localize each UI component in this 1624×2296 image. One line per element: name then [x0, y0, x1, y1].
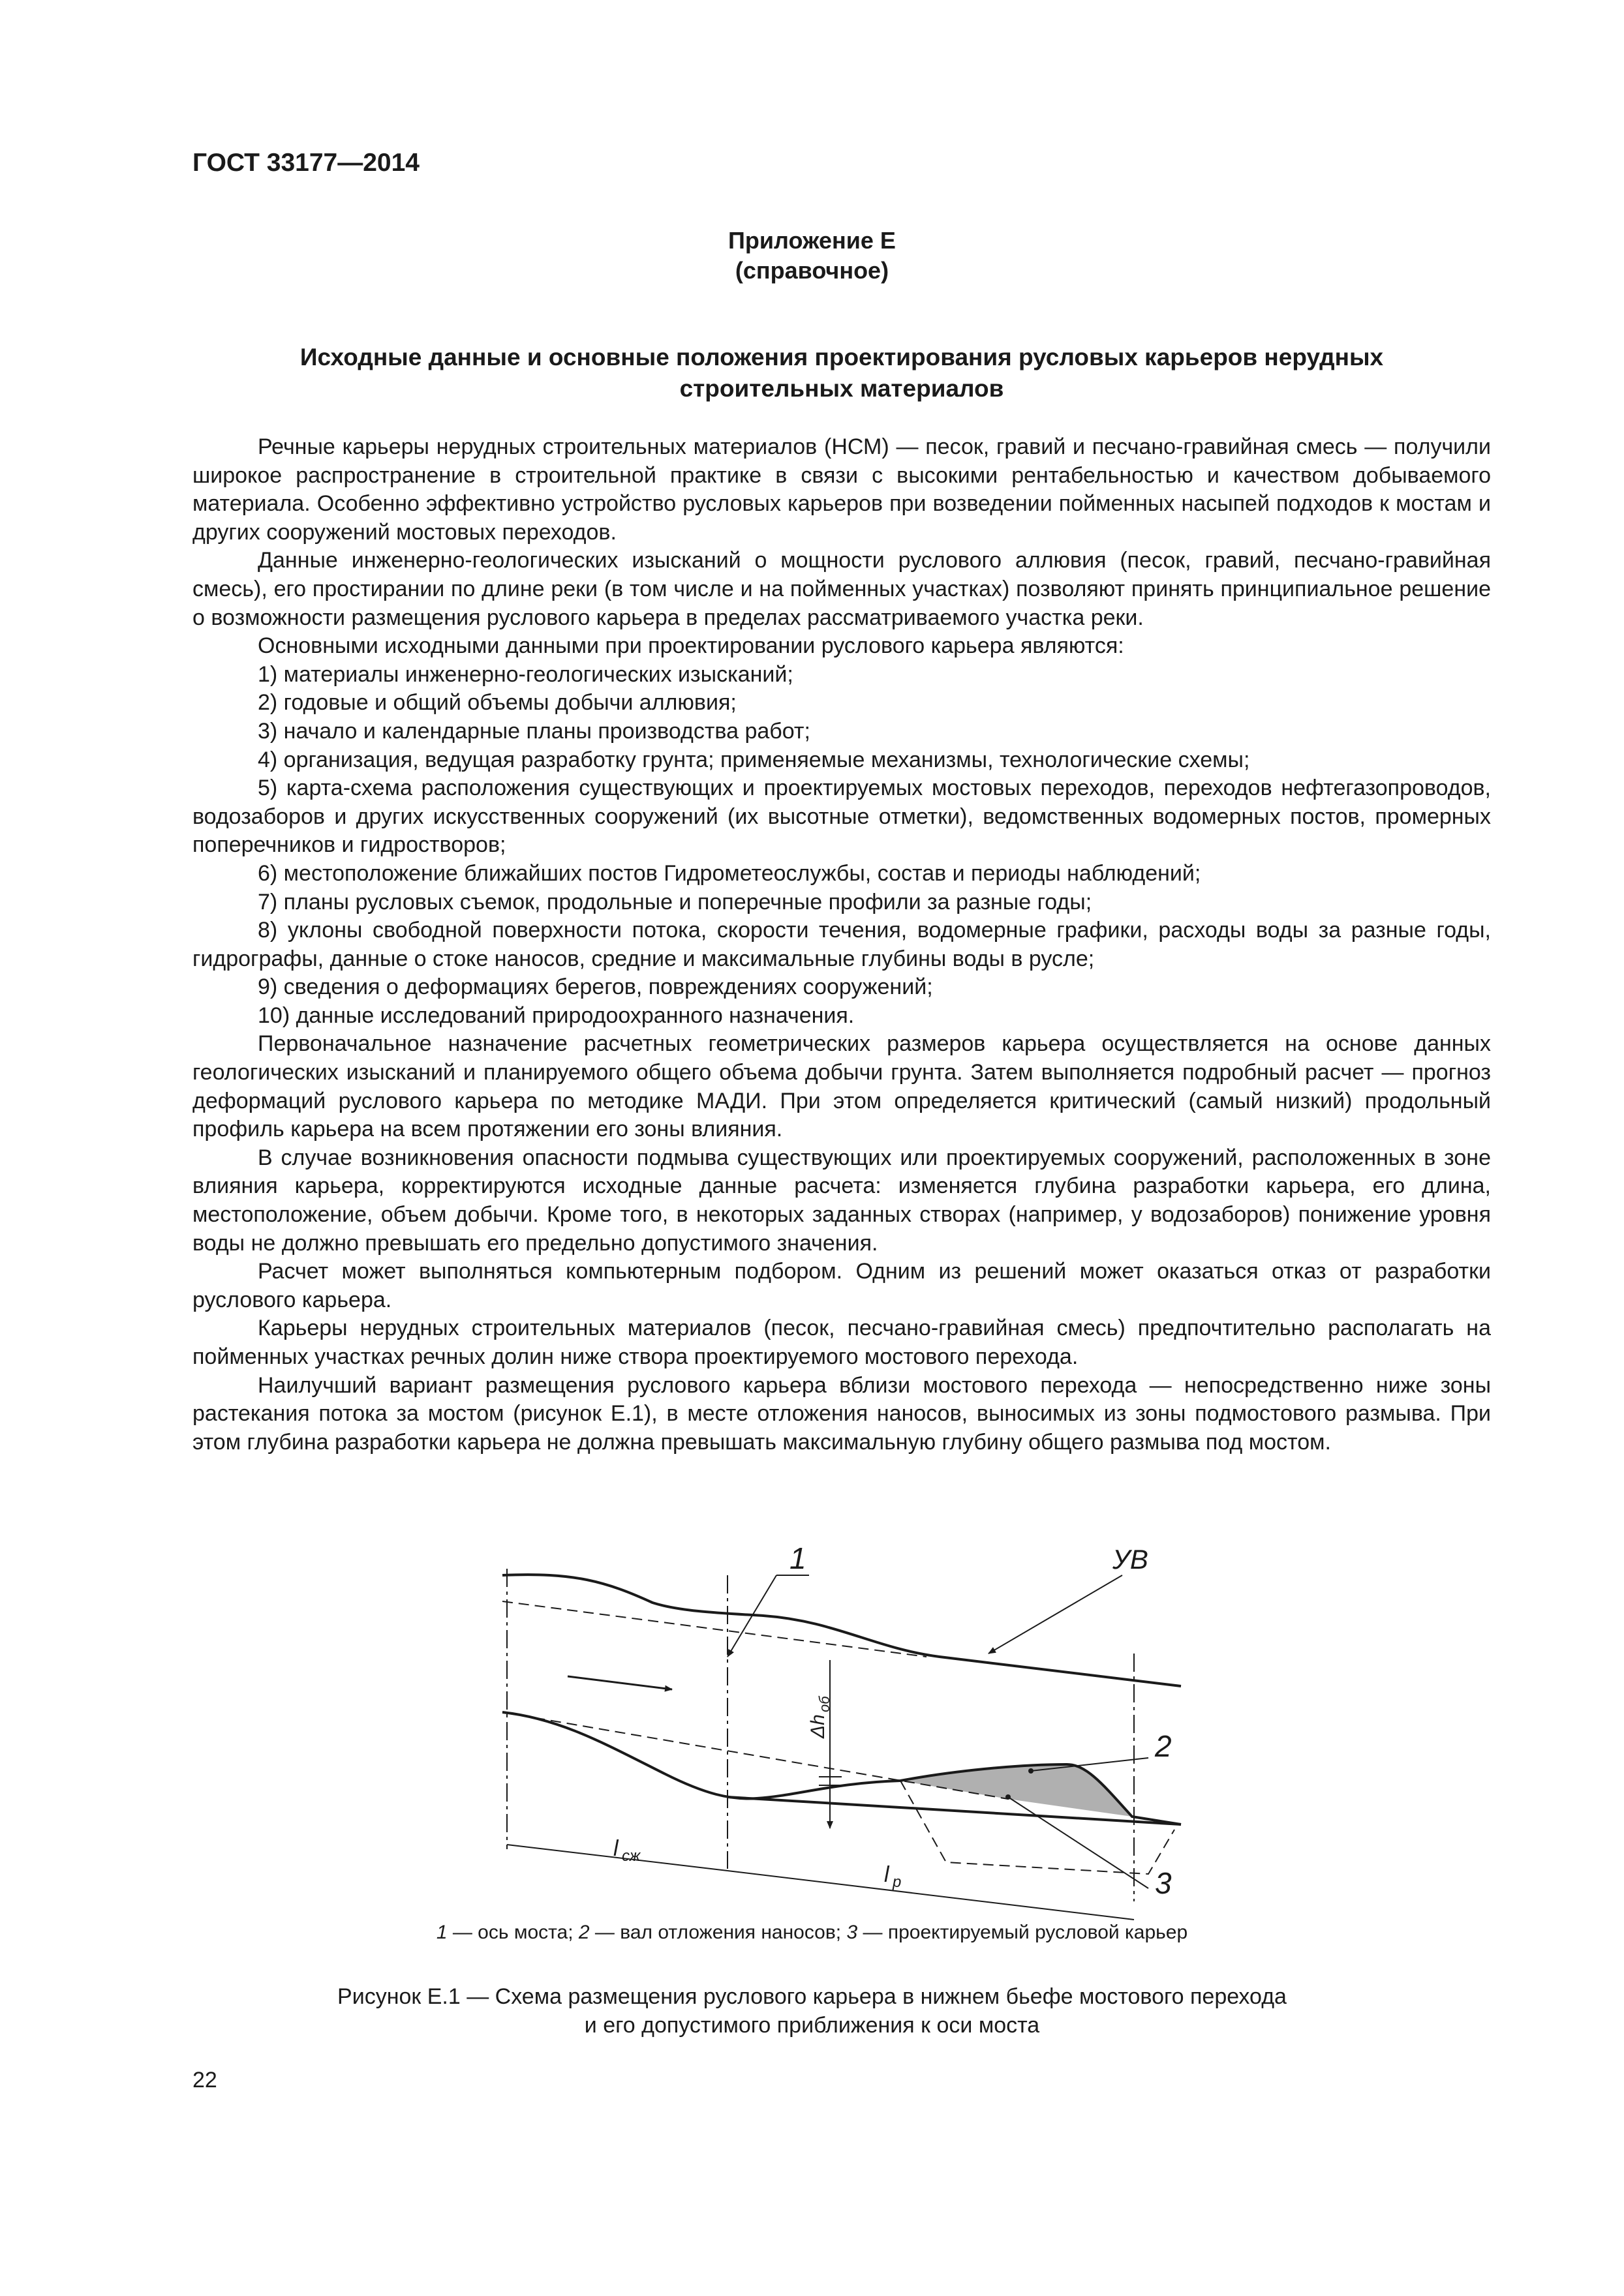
svg-text:об: об	[816, 1696, 833, 1712]
standard-code-header: ГОСТ 33177—2014	[192, 149, 420, 177]
paragraph: Первоначальное назначение расчетных геометрических размеров карьера осуществляется на основе данных геологических изысканий и планируемого общего объема добычи грунта. Затем выполняется подробный расчет — прогноз деформаций руслового карьера по методике МАДИ. При этом определяется критический (самый низкий) продольный профиль карьера на всем протяжении его зоны влияния.	[192, 1031, 1491, 1142]
label-2: 2	[1155, 1729, 1172, 1763]
legend-num-2: 2	[578, 1922, 590, 1943]
svg-text:сж: сж	[622, 1847, 641, 1865]
figure-e1-diagram	[496, 1541, 1201, 1900]
paragraph: Расчет может выполняться компьютерным подбором. Одним из решений может оказаться отказ от разработки руслового карьера.	[192, 1259, 1491, 1312]
section-title-line-2: строительных материалов	[679, 375, 1004, 402]
list-item: 5) карта-схема расположения существующих и проектируемых мостовых переходов, переходов нефтегазопроводов, водозаборов и других искусственных сооружений (их высотные отметки), ведомственных водомерных постов, промерных поперечников и гидростворов;	[192, 776, 1491, 858]
flow-direction-arrow	[568, 1676, 672, 1689]
section-title	[202, 342, 1481, 404]
leader-line-uv	[988, 1575, 1122, 1654]
appendix-name: Приложение Е	[728, 227, 896, 254]
paragraph: Наилучший вариант размещения руслового карьера вблизи мостового перехода — непосредственно ниже зоны растекания потока за мостом (рисунок Е.1), в месте отложения наносов, выносимых из зоны подмостового размыва. При этом глубина разработки карьера не должна превышать максимальную глубину общего размыва под мостом.	[192, 1372, 1491, 1455]
legend-text-2: — вал отложения наносов;	[589, 1922, 847, 1943]
list-item: 1) материалы инженерно-геологических изысканий;	[258, 661, 793, 687]
figure-legend	[0, 1922, 1624, 1944]
caption-line-1: Рисунок Е.1 — Схема размещения руслового карьера в нижнем бьефе мостового перехода	[337, 1984, 1287, 2009]
caption-line-2: и его допустимого приближения к оси моста	[584, 2013, 1040, 2038]
label-uv: УВ	[1112, 1544, 1148, 1575]
legend-text-3: — проектируемый русловой карьер	[857, 1922, 1188, 1943]
legend-num-3: 3	[846, 1922, 858, 1943]
list-item: 10) данные исследований природоохранного назначения.	[258, 1003, 855, 1028]
legend-text-1: — ось моста;	[447, 1922, 579, 1943]
paragraph: Речные карьеры нерудных строительных материалов (НСМ) — песок, гравий и песчано-гравийная смесь — получили широкое распространение в строительной практике в связи с высокими рентабельностью и качеством добываемого материала. Особенно эффективно устройство русловых карьеров при возведении пойменных насыпей подходов к мостам и других сооружений мостовых переходов.	[192, 434, 1491, 545]
paragraph: Данные инженерно-геологических изысканий о мощности руслового аллювия (песок, гравий, песчано-гравийная смесь), его простирании по длине реки (в том числе и на пойменных участках) позволяют принять принципиальное решение о возможности размещения руслового карьера в пределах рассматриваемого участка реки.	[192, 548, 1491, 630]
svg-text:р: р	[893, 1873, 902, 1891]
leader-dot-3	[1005, 1794, 1011, 1800]
lp-label	[884, 1862, 901, 1891]
appendix-type: (справочное)	[735, 257, 889, 284]
svg-text:l: l	[884, 1862, 889, 1887]
section-title-line-1: Исходные данные и основные положения проектирования русловых карьеров нерудных	[299, 344, 1384, 370]
svg-text:l: l	[613, 1836, 619, 1861]
paragraph: В случае возникновения опасности подмыва существующих или проектируемых сооружений, расположенных в зоне влияния карьера, корректируются исходные данные расчета: изменяется глубина разработки карьера, его длина, местоположение, объем добычи. Кроме того, в некоторых заданных створах (например, у водозаборов) понижение уровня воды не должно превышать его предельно допустимого значения.	[192, 1145, 1491, 1256]
legend-num-1: 1	[436, 1922, 448, 1943]
list-item: 8) уклоны свободной поверхности потока, скорости течения, водомерные графики, расходы воды за разные годы, гидрографы, данные о стоке наносов, средние и максимальные глубины воды в русле;	[192, 918, 1491, 971]
label-1: 1	[789, 1541, 806, 1575]
water-surface-line	[502, 1575, 1181, 1686]
paragraph: Карьеры нерудных строительных материалов (песок, песчано-гравийная смесь) предпочтительно располагать на пойменных участках речных долин ниже створа проектируемого мостового перехода.	[192, 1316, 1491, 1369]
body-text	[192, 433, 1491, 1457]
list-item: 7) планы русловых съемок, продольные и поперечные профили за разные годы;	[258, 889, 1092, 914]
list-item: 9) сведения о деформациях берегов, повреждениях сооружений;	[258, 974, 933, 1000]
svg-text:Δh: Δh	[807, 1714, 829, 1738]
paragraph: Основными исходными данными при проектировании руслового карьера являются:	[258, 633, 1124, 659]
figure-caption	[0, 1982, 1624, 2040]
list-item: 3) начало и календарные планы производства работ;	[258, 718, 810, 744]
list-item: 2) годовые и общий объемы добычи аллювия;	[258, 690, 737, 716]
lsh-label	[613, 1836, 641, 1865]
lp-dimension-line	[728, 1871, 1134, 1920]
design-water-level-dashed	[502, 1601, 927, 1657]
label-3: 3	[1155, 1866, 1172, 1900]
list-item: 4) организация, ведущая разработку грунта; применяемые механизмы, технологические схемы;	[258, 747, 1250, 772]
page-number: 22	[192, 2068, 217, 2092]
quarry-scheme-svg	[496, 1541, 1201, 1900]
dh-label	[807, 1695, 833, 1739]
list-item: 6) местоположение ближайших постов Гидрометеослужбы, состав и периоды наблюдений;	[258, 860, 1201, 886]
leader-dot-2	[1028, 1768, 1034, 1774]
